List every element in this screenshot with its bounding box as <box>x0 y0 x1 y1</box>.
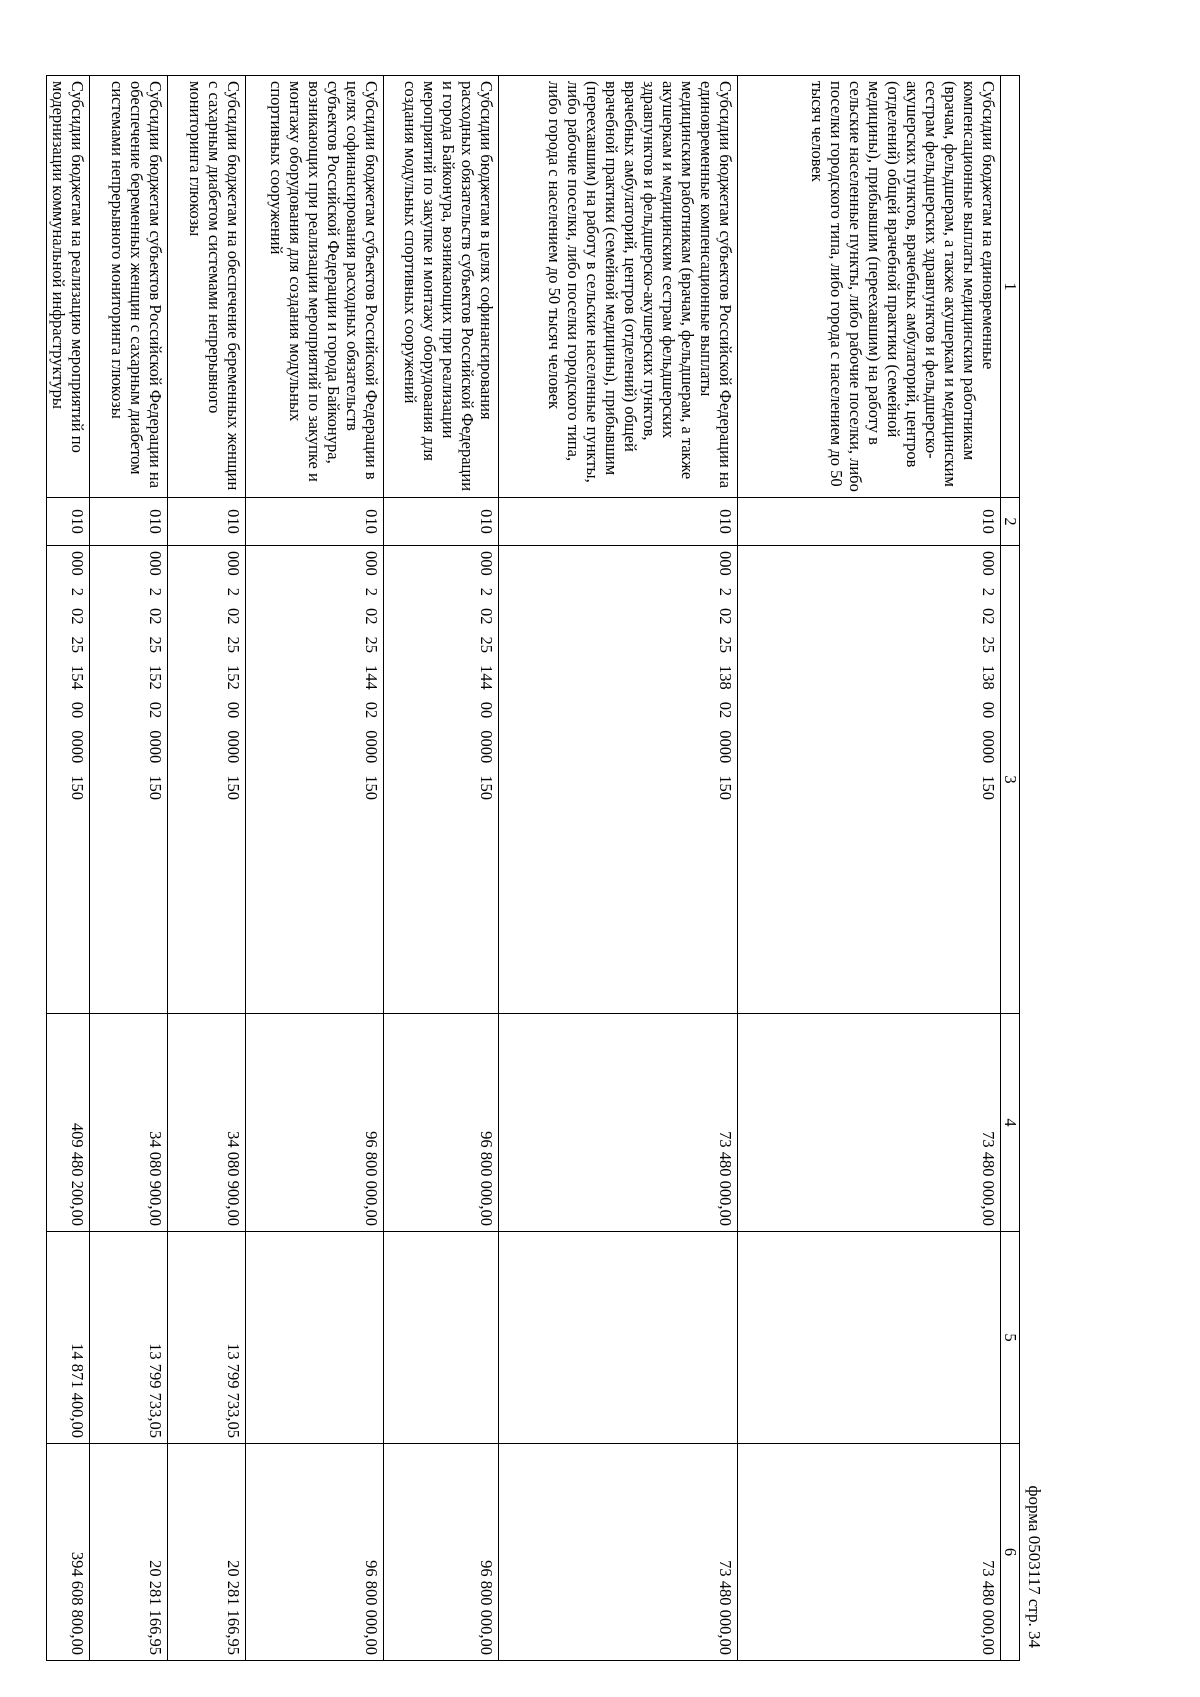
executed-amount-cell <box>246 1232 384 1444</box>
table-row <box>384 76 499 1661</box>
income-classification-code-cell <box>738 546 1001 1014</box>
unexecuted-amount-cell: 96 800 000,00 <box>246 1444 384 1661</box>
unexecuted-amount-cell: 73 480 000,00 <box>738 1444 1001 1661</box>
code-segment: 00 <box>477 701 496 719</box>
code-segment: 2 <box>979 587 998 596</box>
code-segment: 25 <box>716 636 735 653</box>
table-row <box>90 76 168 1661</box>
code-segment: 25 <box>477 636 496 653</box>
table-row <box>168 76 246 1661</box>
code-segment: 0000 <box>477 730 496 764</box>
code-segment: 2 <box>716 587 735 596</box>
code-segment: 144 <box>477 665 496 690</box>
code-segment: 25 <box>979 636 998 653</box>
code-segment: 150 <box>477 775 496 800</box>
column-number: 4 <box>1001 1014 1020 1232</box>
line-code-cell: 010 <box>47 498 90 546</box>
code-segment: 25 <box>68 636 87 653</box>
income-classification-code-cell <box>168 546 246 1014</box>
income-name-cell: Субсидии бюджетам в целях софинансирования расходных обязательств субъектов Российской Федерации и города Байконура, возникающих при реализации мероприятий по закупке и монтажу оборудования для создания модульных спортивных сооружений <box>384 76 499 498</box>
code-segment: 144 <box>362 665 381 690</box>
unexecuted-amount-cell: 73 480 000,00 <box>499 1444 738 1661</box>
column-number: 1 <box>1001 76 1020 498</box>
line-code-cell: 010 <box>499 498 738 546</box>
code-segment: 2 <box>362 587 381 596</box>
code-segment: 150 <box>224 775 243 800</box>
code-segment: 02 <box>979 608 998 625</box>
column-number: 5 <box>1001 1232 1020 1444</box>
unexecuted-amount-cell: 394 608 800,00 <box>47 1444 90 1661</box>
executed-amount-cell: 14 871 400,00 <box>47 1232 90 1444</box>
income-classification-code-cell <box>47 546 90 1014</box>
approved-amount-cell: 34 080 900,00 <box>168 1014 246 1232</box>
code-segment: 02 <box>716 701 735 719</box>
column-number: 2 <box>1001 498 1020 546</box>
code-segment: 00 <box>224 701 243 719</box>
income-name-cell: Субсидии бюджетам на единовременные компенсационные выплаты медицинским работникам (врачам, фельдшерам, а также акушеркам и медицинским сестрам фельдшерских здравпунктов и фельдшерско-акушерских пунктов, врачебных амбулаторий, центров (отделений) общей врачебной практики (семейной медицины), прибывшим (переехавшим) на работу в сельские населенные пункты, либо рабочие поселки, либо поселки городского типа, либо города с населением до 50 тысяч человек <box>738 76 1001 498</box>
income-name-cell: Субсидии бюджетам субъектов Российской Федерации на обеспечение беременных женщин с сахарным диабетом системами непрерывного мониторинга глюкозы <box>90 76 168 498</box>
code-segment: 150 <box>68 775 87 800</box>
code-segment: 2 <box>68 587 87 596</box>
income-classification-code-cell <box>499 546 738 1014</box>
income-name-cell: Субсидии бюджетам субъектов Российской Федерации на единовременные компенсационные выплаты медицинским работникам (врачам, фельдшерам, а также акушеркам и медицинским сестрам фельдшерских здравпунктов и фельдшерско-акушерских пунктов, врачебных амбулаторий, центров (отделений) общей врачебной практики (семейной медицины), прибывшим (переехавшим) на работу в сельские населенные пункты, либо рабочие поселки, либо поселки городского типа, либо города с населением до 50 тысяч человек <box>499 76 738 498</box>
line-code-cell: 010 <box>90 498 168 546</box>
code-segment: 138 <box>979 665 998 690</box>
income-classification-code-cell <box>90 546 168 1014</box>
income-classification-code-cell <box>384 546 499 1014</box>
approved-amount-cell: 73 480 000,00 <box>499 1014 738 1232</box>
code-segment: 02 <box>146 701 165 719</box>
code-segment: 150 <box>716 775 735 800</box>
code-segment: 02 <box>68 608 87 625</box>
unexecuted-amount-cell: 20 281 166,95 <box>90 1444 168 1661</box>
approved-amount-cell: 96 800 000,00 <box>246 1014 384 1232</box>
code-segment: 02 <box>477 608 496 625</box>
code-segment: 000 <box>477 551 496 576</box>
code-segment: 0000 <box>146 730 165 764</box>
code-segment: 2 <box>224 587 243 596</box>
code-segment: 25 <box>362 636 381 653</box>
code-segment: 150 <box>146 775 165 800</box>
code-segment: 000 <box>716 551 735 576</box>
approved-amount-cell: 409 480 200,00 <box>47 1014 90 1232</box>
code-segment: 0000 <box>716 730 735 764</box>
executed-amount-cell: 13 799 733,05 <box>90 1232 168 1444</box>
code-segment: 00 <box>68 701 87 719</box>
column-number: 6 <box>1001 1444 1020 1661</box>
income-name-cell: Субсидии бюджетам на обеспечение беременных женщин с сахарным диабетом системами непрерывного мониторинга глюкозы <box>168 76 246 498</box>
code-segment: 2 <box>146 587 165 596</box>
table-row <box>738 76 1001 1661</box>
code-segment: 152 <box>224 665 243 690</box>
code-segment: 0000 <box>68 730 87 764</box>
line-code-cell: 010 <box>384 498 499 546</box>
executed-amount-cell: 13 799 733,05 <box>168 1232 246 1444</box>
executed-amount-cell <box>738 1232 1001 1444</box>
approved-amount-cell: 96 800 000,00 <box>384 1014 499 1232</box>
income-name-cell: Субсидии бюджетам на реализацию мероприятий по модернизации коммунальной инфраструктуры <box>47 76 90 498</box>
code-segment: 0000 <box>224 730 243 764</box>
income-name-cell: Субсидии бюджетам субъектов Российской Федерации в целях софинансирования расходных обязательств субъектов Российской Федерации и города Байконура, возникающих при реализации мероприятий по закупке и монтажу оборудования для создания модульных спортивных сооружений <box>246 76 384 498</box>
code-segment: 150 <box>979 775 998 800</box>
unexecuted-amount-cell: 20 281 166,95 <box>168 1444 246 1661</box>
code-segment: 154 <box>68 665 87 690</box>
code-segment: 150 <box>362 775 381 800</box>
table-row <box>246 76 384 1661</box>
code-segment: 152 <box>146 665 165 690</box>
code-segment: 0000 <box>362 730 381 764</box>
table-row <box>47 76 90 1661</box>
code-segment: 000 <box>146 551 165 576</box>
code-segment: 000 <box>362 551 381 576</box>
code-segment: 02 <box>224 608 243 625</box>
code-segment: 02 <box>362 608 381 625</box>
line-code-cell: 010 <box>246 498 384 546</box>
table-row <box>499 76 738 1661</box>
code-segment: 02 <box>146 608 165 625</box>
code-segment: 0000 <box>979 730 998 764</box>
executed-amount-cell <box>499 1232 738 1444</box>
rotated-report-page <box>49 75 1048 1660</box>
executed-amount-cell <box>384 1232 499 1444</box>
line-code-cell: 010 <box>168 498 246 546</box>
income-classification-code-cell <box>246 546 384 1014</box>
budget-report-table <box>46 75 1020 1661</box>
form-reference: форма 0503117 стр. 34 <box>1025 1485 1044 1648</box>
approved-amount-cell: 73 480 000,00 <box>738 1014 1001 1232</box>
code-segment: 25 <box>146 636 165 653</box>
approved-amount-cell: 34 080 900,00 <box>90 1014 168 1232</box>
code-segment: 000 <box>979 551 998 576</box>
code-segment: 02 <box>716 608 735 625</box>
column-number: 3 <box>1001 546 1020 1014</box>
line-code-cell: 010 <box>738 498 1001 546</box>
unexecuted-amount-cell: 96 800 000,00 <box>384 1444 499 1661</box>
table-body <box>47 76 1001 1661</box>
code-segment: 000 <box>224 551 243 576</box>
code-segment: 02 <box>362 701 381 719</box>
code-segment: 2 <box>477 587 496 596</box>
column-number-header <box>1001 76 1020 1661</box>
code-segment: 000 <box>68 551 87 576</box>
code-segment: 25 <box>224 636 243 653</box>
code-segment: 00 <box>979 701 998 719</box>
code-segment: 138 <box>716 665 735 690</box>
